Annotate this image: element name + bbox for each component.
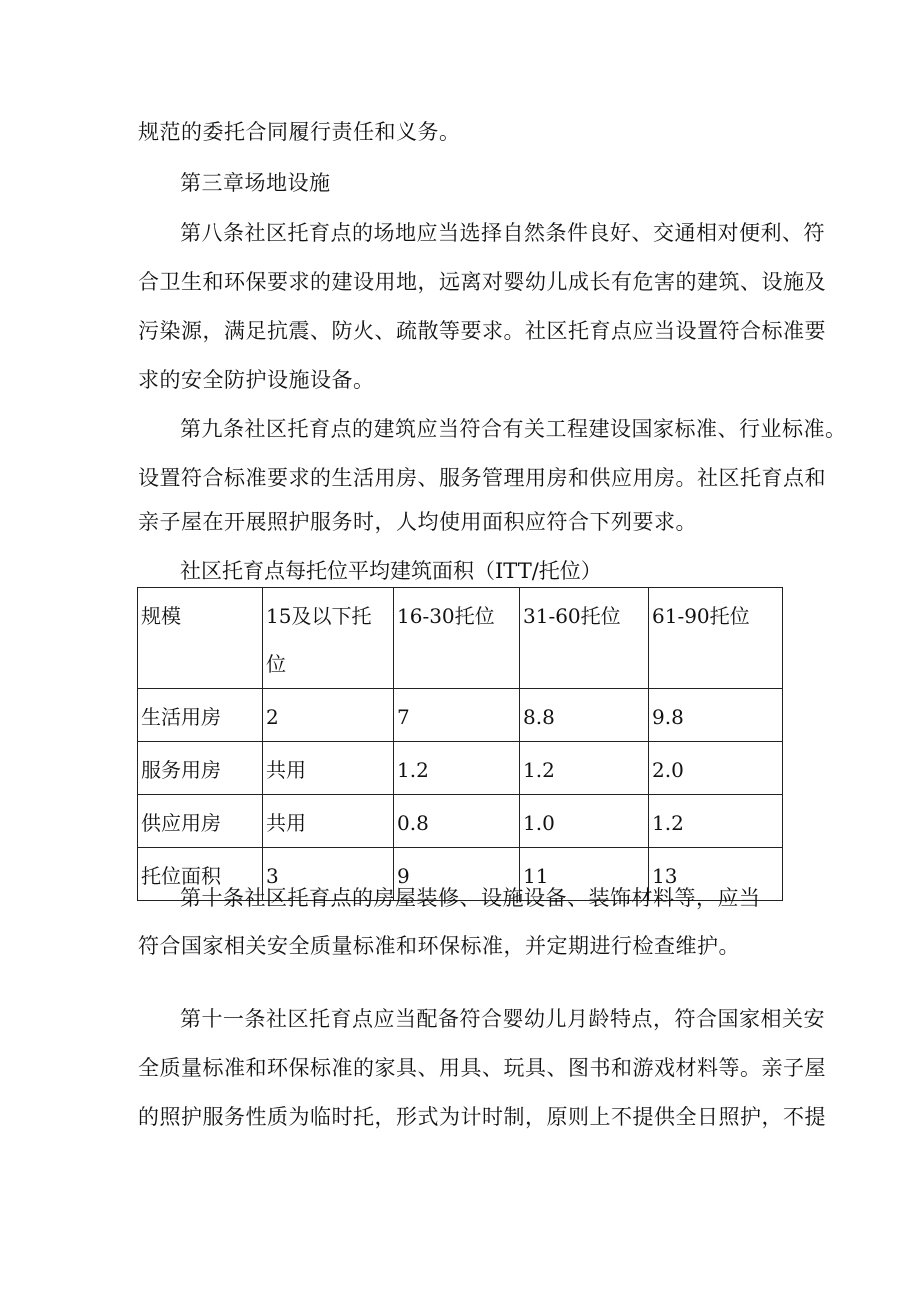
table-header-cell: 15及以下托位 xyxy=(263,588,394,689)
table-row xyxy=(138,795,783,848)
table-cell: 1.2 xyxy=(394,742,520,795)
article-8-line-4: 求的安全防护设施设备。 xyxy=(138,368,375,392)
table-cell: 2.0 xyxy=(649,742,783,795)
chapter-heading: 第三章场地设施 xyxy=(180,171,331,195)
table-cell: 共用 xyxy=(263,795,394,848)
article-8-line-1: 第八条社区托育点的场地应当选择自然条件良好、交通相对便利、符 xyxy=(180,221,825,245)
table-cell: 供应用房 xyxy=(138,795,263,848)
table-caption: 社区托育点每托位平均建筑面积（ITT/托位） xyxy=(180,559,602,583)
article-11-line-3: 的照护服务性质为临时托，形式为计时制，原则上不提供全日照护，不提 xyxy=(138,1105,826,1129)
text-line-1: 规范的委托合同履行责任和义务。 xyxy=(138,120,461,144)
table-cell: 1.0 xyxy=(520,795,649,848)
table-header-cell: 61-90托位 xyxy=(649,588,783,689)
article-10-line-1: 第十条社区托育点的房屋装修、设施设备、装饰材料等，应当 xyxy=(180,886,761,910)
article-8-line-3: 污染源，满足抗震、防火、疏散等要求。社区托育点应当设置符合标准要 xyxy=(138,319,826,343)
table-cell: 托位面积 xyxy=(138,848,263,901)
article-11-line-2: 全质量标准和环保标准的家具、用具、玩具、图书和游戏材料等。亲子屋 xyxy=(138,1056,826,1080)
table-cell: 共用 xyxy=(263,742,394,795)
article-9-line-1: 第九条社区托育点的建筑应当符合有关工程建设国家标准、行业标准。 xyxy=(180,417,847,441)
article-9-line-2: 设置符合标准要求的生活用房、服务管理用房和供应用房。社区托育点和 xyxy=(138,466,826,490)
table-cell: 9.8 xyxy=(649,689,783,742)
table-row xyxy=(138,689,783,742)
table-cell: 3 xyxy=(263,848,394,901)
table-cell: 1.2 xyxy=(520,742,649,795)
table-cell: 7 xyxy=(394,689,520,742)
table-row xyxy=(138,742,783,795)
table-cell: 2 xyxy=(263,689,394,742)
table-header-cell: 规模 xyxy=(138,588,263,689)
article-11-line-1: 第十一条社区托育点应当配备符合婴幼儿月龄特点，符合国家相关安 xyxy=(180,1007,825,1031)
table-cell: 11 xyxy=(520,848,649,901)
table-header-cell: 31-60托位 xyxy=(520,588,649,689)
table-header-cell: 16-30托位 xyxy=(394,588,520,689)
table-cell: 13 xyxy=(649,848,783,901)
table-cell: 0.8 xyxy=(394,795,520,848)
table-cell: 服务用房 xyxy=(138,742,263,795)
table-cell: 8.8 xyxy=(520,689,649,742)
article-8-line-2: 合卫生和环保要求的建设用地，远离对婴幼儿成长有危害的建筑、设施及 xyxy=(138,270,826,294)
table-cell: 1.2 xyxy=(649,795,783,848)
table-cell: 9 xyxy=(394,848,520,901)
table-cell: 生活用房 xyxy=(138,689,263,742)
table-header-row xyxy=(138,588,783,689)
article-10-line-2: 符合国家相关安全质量标准和环保标准，并定期进行检查维护。 xyxy=(138,934,740,958)
article-9-line-3: 亲子屋在开展照护服务时，人均使用面积应符合下列要求。 xyxy=(138,510,697,534)
area-table xyxy=(137,587,783,901)
